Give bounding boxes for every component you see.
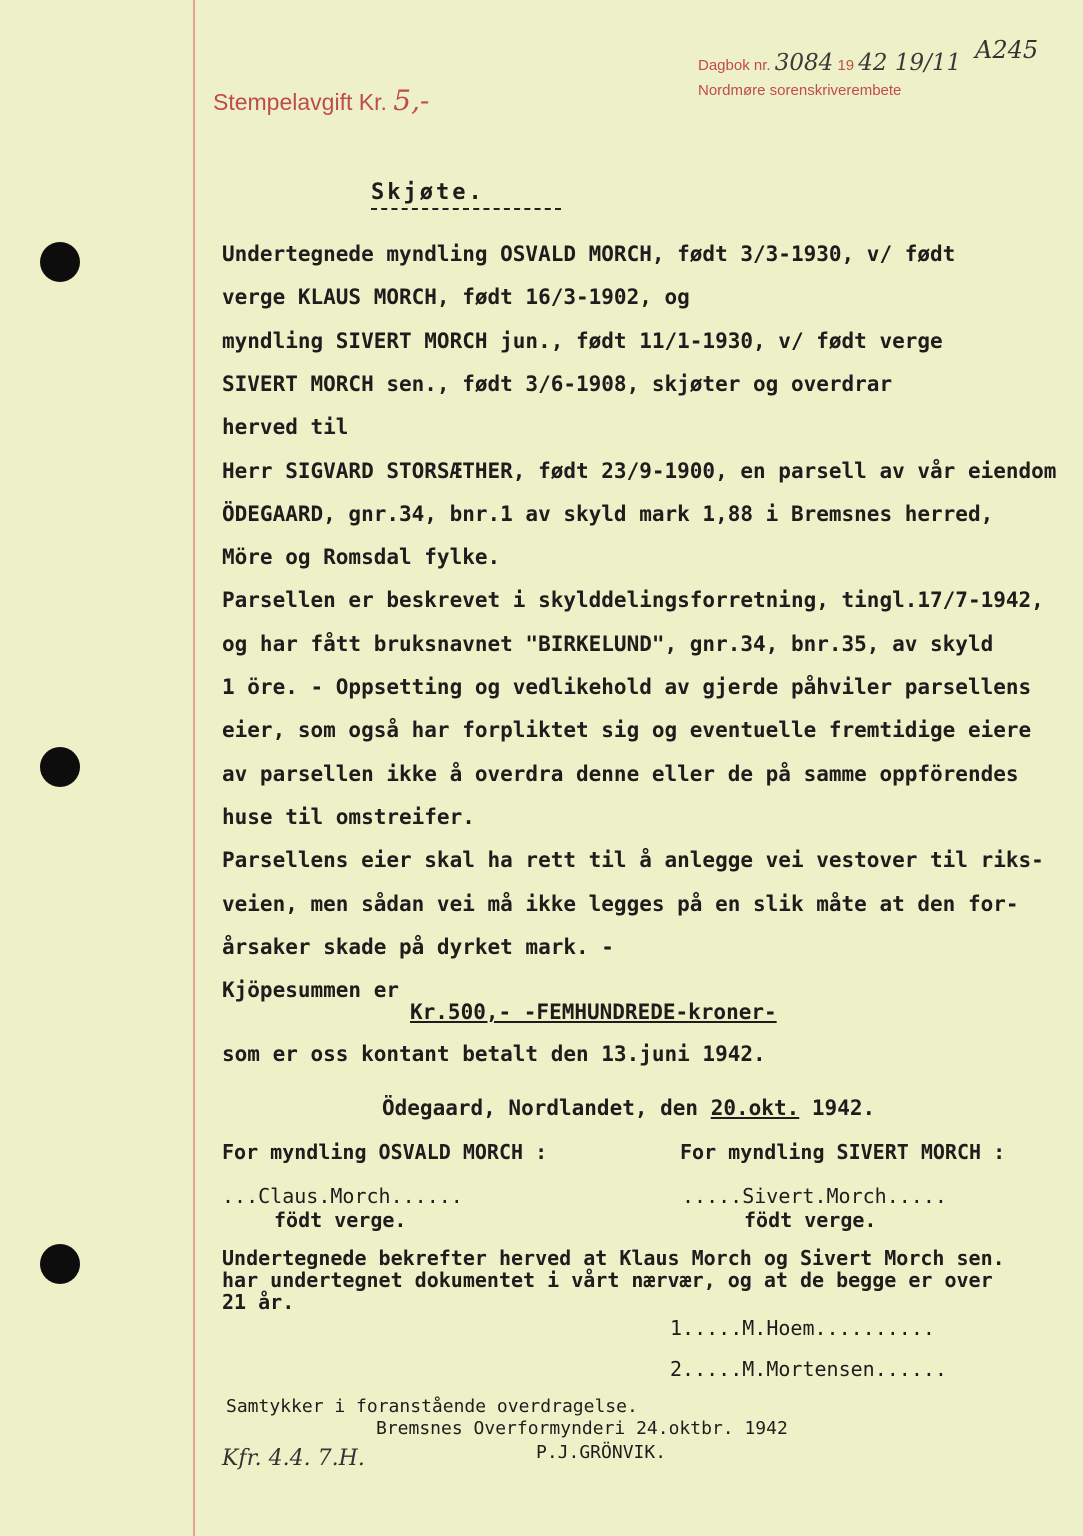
witness-statement-line: 21 år. — [222, 1290, 295, 1314]
title-underline — [371, 208, 561, 210]
body-line: Möre og Romsdal fylke. — [222, 545, 501, 569]
punch-hole-bottom — [40, 1244, 80, 1284]
price-text: Kr.500,- -FEMHUNDREDE-kroner- — [410, 1000, 777, 1024]
left-signature: ...Claus.Morch...... — [222, 1184, 463, 1208]
body-line: Parsellens eier skal ha rett til å anlegge vei vestover til riks- — [222, 848, 1044, 872]
left-signature-role: födt verge. — [274, 1208, 407, 1232]
right-signature: .....Sivert.Morch..... — [682, 1184, 947, 1208]
price-line — [410, 1000, 777, 1024]
dagbok-number: 3084 — [774, 50, 834, 76]
witness-2: 2.....M.Mortensen...... — [670, 1357, 947, 1381]
body-line: eier, som også har forpliktet sig og eventuelle fremtidige eiere — [222, 718, 1032, 742]
registration-initials: Kfr. 4.4. 7.H. — [222, 1446, 365, 1471]
consent-line-2: Bremsnes Overformynderi 24.oktbr. 1942 — [376, 1418, 788, 1439]
body-line: Parsellen er beskrevet i skylddelingsforretning, tingl.17/7-1942, — [222, 588, 1044, 612]
place-date-line — [382, 1096, 875, 1120]
stamp-fee-label: Stempelavgift Kr. — [213, 89, 387, 115]
body-line: Herr SIGVARD STORSÆTHER, født 23/9-1900, en parsell av vår eiendom — [222, 459, 1057, 483]
body-line: Undertegnede myndling OSVALD MORCH, født 3/3-1930, v/ født — [222, 242, 956, 266]
dagbok-stamp — [698, 50, 961, 76]
body-line: herved til — [222, 415, 349, 439]
body-line: Kjöpesummen er — [222, 978, 400, 1002]
body-line: av parsellen ikke å overdra denne eller de på samme oppförendes — [222, 762, 1019, 786]
body-line: veien, men sådan vei må ikke legges på en slik måte at den for- — [222, 892, 1019, 916]
margin-line — [193, 0, 195, 1536]
right-signature-role: födt verge. — [744, 1208, 877, 1232]
punch-hole-middle — [40, 747, 80, 787]
stamp-fee-amount: 5,- — [393, 84, 430, 117]
body-line: og har fått bruksnavnet "BIRKELUND", gnr.34, bnr.35, av skyld — [222, 632, 994, 656]
dagbok-year-date: 42 19/11 — [858, 50, 962, 76]
consent-line-1: Samtykker i foranstående overdragelse. — [226, 1396, 638, 1417]
document-title: Skjøte. — [371, 180, 485, 205]
witness-1: 1.....M.Hoem.......... — [670, 1316, 935, 1340]
place-date-year: 1942. — [811, 1096, 876, 1120]
folio-number: A245 — [975, 36, 1039, 64]
place-date-date: 20.okt. — [710, 1096, 800, 1120]
witness-statement-line: har undertegnet dokumentet i vårt nærvær, og at de begge er over — [222, 1268, 993, 1292]
body-line: 1 öre. - Oppsetting og vedlikehold av gjerde påhviler parsellens — [222, 675, 1032, 699]
body-line: årsaker skade på dyrket mark. - — [222, 935, 614, 959]
left-signatory-heading: For myndling OSVALD MORCH : — [222, 1140, 548, 1164]
body-line: ÖDEGAARD, gnr.34, bnr.1 av skyld mark 1,88 i Bremsnes herred, — [222, 502, 994, 526]
consent-signer: P.J.GRÖNVIK. — [536, 1442, 667, 1463]
body-line: verge KLAUS MORCH, født 16/3-1902, og — [222, 285, 690, 309]
witness-statement-line: Undertegnede bekrefter herved at Klaus Morch og Sivert Morch sen. — [222, 1246, 1005, 1270]
dagbok-year-prefix: 19 — [837, 57, 855, 74]
payment-line: som er oss kontant betalt den 13.juni 1942. — [222, 1042, 766, 1066]
stamp-fee — [213, 84, 429, 117]
body-line: huse til omstreifer. — [222, 805, 475, 829]
court-stamp: Nordmøre sorenskriverembete — [698, 82, 902, 99]
punch-hole-top — [40, 242, 80, 282]
right-signatory-heading: For myndling SIVERT MORCH : — [680, 1140, 1006, 1164]
body-line: myndling SIVERT MORCH jun., født 11/1-1930, v/ født verge — [222, 329, 943, 353]
body-line: SIVERT MORCH sen., født 3/6-1908, skjøter og overdrar — [222, 372, 893, 396]
dagbok-label: Dagbok nr. — [698, 57, 771, 74]
place-date-prefix: Ödegaard, Nordlandet, den — [382, 1096, 699, 1120]
